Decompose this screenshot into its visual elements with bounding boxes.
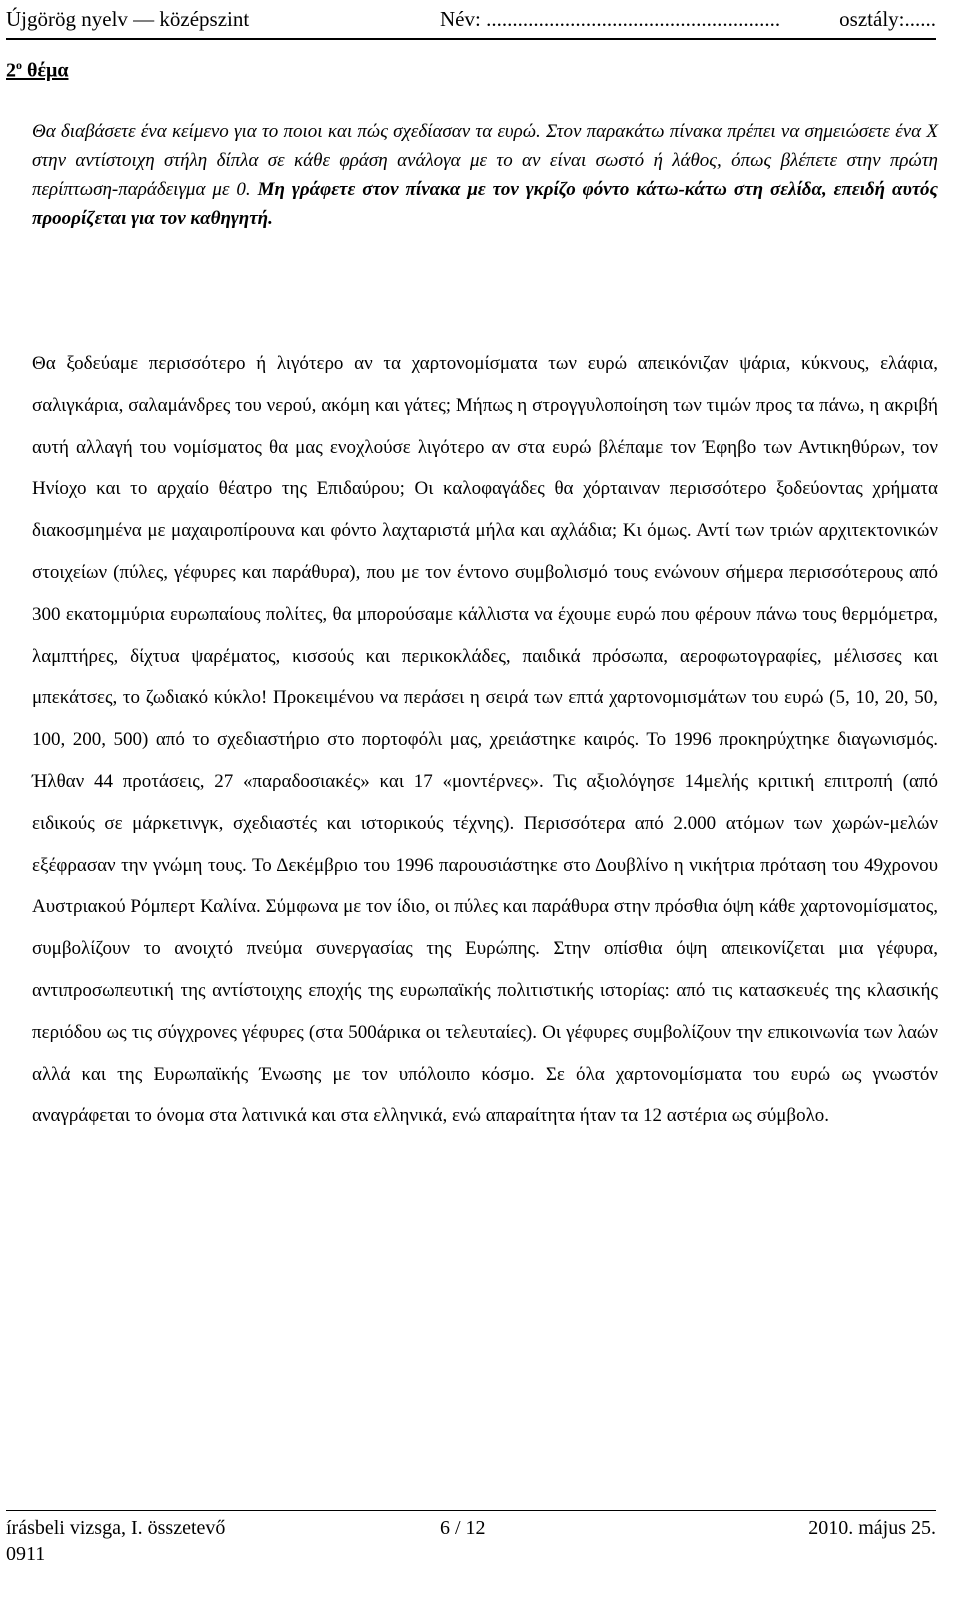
task-instructions [32, 117, 938, 233]
footer-divider [6, 1510, 936, 1511]
section-title [6, 58, 68, 83]
name-field: Név: ........................................................ [440, 7, 781, 31]
exam-code: 0911 [6, 1543, 46, 1565]
header-divider [6, 38, 936, 40]
section-label: θέμα [27, 59, 69, 82]
instructions-text: Θα διαβάσετε ένα κείμενο για το ποιοι και πώς σχεδίασαν τα ευρώ. Στον παρακάτω πίνακα πρέπει να σημειώσετε ένα X στην αντίστοιχη στήλη δίπλα σε κάθε φράση ανάλογα με το αν είναι σωστό ή λάθος, όπως βλέπετε στην πρώτη περίπτωση-παράδειγμα με 0. [32, 121, 938, 200]
page-header [6, 4, 936, 34]
page-number: 6 / 12 [440, 1517, 486, 1539]
section-number-superscript: o [16, 58, 22, 72]
section-number: 2 [6, 59, 16, 82]
instructions-warning: Μη γράφετε στον πίνακα με τον γκρίζο φόντο κάτω-κάτω στη σελίδα, επειδή αυτός προορίζεται για τον καθηγητή. [32, 179, 939, 229]
exam-subject-label: Újgörög nyelv — középszint [6, 7, 250, 31]
class-field: osztály:...... [839, 7, 936, 31]
reading-passage: Θα ξοδεύαμε περισσότερο ή λιγότερο αν τα χαρτονομίσματα των ευρώ απεικόνιζαν ψάρια, κύκνους, ελάφια, σαλιγκάρια, σαλαμάνδρες του νερού, ακόμη και γάτες; Μήπως η στρογγυλοποίηση των τιμών προς τα πάνω, η ακριβή αυτή αλλαγή του νομίσματος θα μας ενοχλούσε λιγότερο αν στα ευρώ βλέπαμε τον Έφηβο των Αντικηθύρων, τον Ηνίοχο και το αρχαίο θέατρο της Επιδαύρου; Οι καλοφαγάδες θα χόρταιναν περισσότερο ξοδεύοντας χρήματα διακοσμημένα με μαχαιροπίρουνα και φόντο λαχταριστά μήλα και αχλάδια; Κι όμως. Αντί των τριών αρχιτεκτονικών στοιχείων (πύλες, γέφυρες και παράθυρα), που με τον έντονο συμβολισμό τους ενώνουν σήμερα περισσότερους από 300 εκατομμύρια ευρωπαίους πολίτες, θα μπορούσαμε κάλλιστα να έχουμε ευρώ που φέρουν πάνω τους θερμόμετρα, λαμπτήρες, δίχτυα ψαρέματος, κισσούς και περικοκλάδες, παιδικά πρόσωπα, αεροφωτογραφίες, μέλισσες και μπεκάτσες, το ζωδιακό κύκλο! Προκειμένου να περάσει η σειρά των επτά χαρτονομισμάτων του ευρώ (5, 10, 20, 50, 100, 200, 500) από το σχεδιαστήριο στο πορτοφόλι μας, χρειάστηκε καιρός. Το 1996 προκηρύχτηκε διαγωνισμός. Ήλθαν 44 προτάσεις, 27 «παραδοσιακές» και 17 «μοντέρνες». Τις αξιολόγησε 14μελής κριτική επιτροπή (από ειδικούς σε μάρκετινγκ, σχεδιαστές και ιστορικούς τέχνης). Περισσότερα από 2.000 ατόμων των χωρών-μελών εξέφρασαν την γνώμη τους. Το Δεκέμβριο του 1996 παρουσιάστηκε στο Δουβλίνο η νικήτρια πρόταση του 49χρονου Αυστριακού Ρόμπερτ Καλίνα. Σύμφωνα με τον ίδιο, οι πύλες και παράθυρα στην πρόσθια όψη κάθε χαρτονομίσματος, συμβολίζουν το ανοιχτό πνεύμα συνεργασίας της Ευρώπης. Στην οπίσθια όψη απεικονίζεται μια γέφυρα, αντιπροσωπευτική της αντίστοιχης εποχής της ευρωπαϊκής πολιτιστικής ιστορίας: από τις κατασκευές της κλασικής περιόδου ως τις σύγχρονες γέφυρες (στα 500άρικα οι τελευταίες). Οι γέφυρες συμβολίζουν την επικοινωνία των λαών αλλά και της Ευρωπαϊκής Ένωσης με τον υπόλοιπο κόσμο. Σε όλα χαρτονομίσματα του ευρώ ως γνωστόν αναγράφεται το όνομα στα λατινικά και στα ελληνικά, ενώ απαραίτητα ήταν τα 12 αστέρια ως σύμβολο. [32, 353, 938, 1127]
page-footer [6, 1516, 936, 1596]
exam-component-label: írásbeli vizsga, I. összetevő [6, 1517, 226, 1539]
exam-date: 2010. május 25. [808, 1517, 936, 1539]
